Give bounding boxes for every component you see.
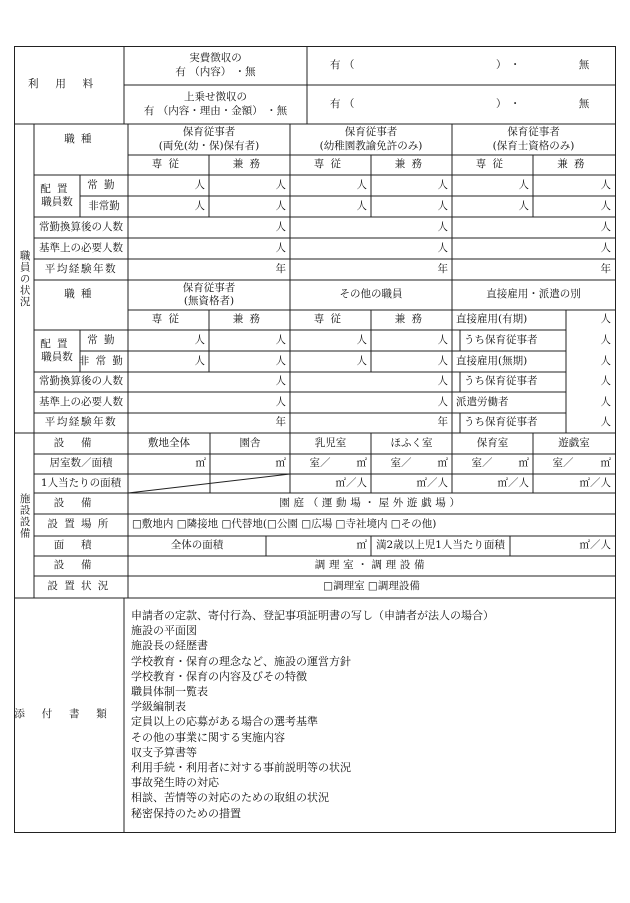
attachment-item: 相談、苦情等の対応のための取組の状況: [131, 791, 329, 805]
unit-person: 人: [437, 375, 448, 388]
unit-year: 年: [600, 262, 611, 275]
actual-fee-label: [124, 46, 307, 85]
unit-m2: ㎡: [356, 539, 367, 552]
staff-section-label: 職員の状況: [18, 249, 31, 308]
unit-person: 人: [275, 354, 286, 367]
jokin-label-a: 常勤: [87, 178, 121, 191]
direct-fixed-childcare-label: うち保育従事者: [464, 333, 538, 346]
kenmu-h5: 兼務: [394, 313, 429, 326]
unit-person: 人: [600, 354, 611, 367]
attachment-item: 定員以上の応募がある場合の選考基準: [131, 715, 318, 729]
unit-person: 人: [437, 395, 448, 408]
attachments-list: [131, 608, 494, 821]
senju-h4: 専従: [151, 313, 186, 326]
unit-person: 人: [275, 333, 286, 346]
senju-h5: 専従: [313, 313, 348, 326]
required-label-b: 基準上の必要人数: [39, 395, 123, 408]
unit-person: 人: [356, 333, 367, 346]
col2-header: 保育従事者 (幼稚園教諭免許のみ): [319, 126, 423, 152]
unit-person: 人: [437, 241, 448, 254]
unit-person: 人: [600, 199, 611, 212]
jokin-label-b: 常勤: [87, 333, 121, 346]
unit-person: 人: [437, 333, 448, 346]
unit-person: 人: [275, 199, 286, 212]
avg-exp-label-a: 平均経験年数: [44, 262, 118, 275]
actual-fee-line2: 有 （内容） ・無: [175, 65, 256, 78]
unit-person: 人: [356, 354, 367, 367]
extra-fee-label: [124, 85, 307, 124]
unit-person: 人: [275, 375, 286, 388]
unit-person: 人: [194, 333, 205, 346]
room-slash: 室／: [552, 457, 574, 470]
attachment-item: 学校教育・保育の理念など、施設の運営方針: [131, 654, 351, 668]
unit-person: 人: [275, 395, 286, 408]
unit-person: 人: [194, 354, 205, 367]
attachment-item: 施設の平面図: [131, 624, 197, 638]
unit-person: 人: [600, 416, 611, 429]
direct-fixed-label: 直接雇用(有期): [456, 313, 528, 326]
required-label-a: 基準上の必要人数: [39, 241, 123, 254]
room-slash: 室／: [471, 457, 493, 470]
location-options: □敷地内 □隣接地 □代替地(□公園 □広場 □寺社境内 □その他): [132, 518, 437, 531]
garden-label: 園庭（運動場・屋外遊戯場）: [279, 496, 464, 509]
room-area-label: 居室数／面積: [49, 457, 113, 470]
room-crawling: ほふく室: [390, 436, 433, 449]
dispatched-label: 派遣労働者: [456, 395, 509, 408]
setsubi-label-c: 設備: [53, 559, 109, 572]
unit-person: 人: [437, 354, 448, 367]
room-infant: 乳児室: [314, 436, 347, 449]
room-slash: 室／: [309, 457, 331, 470]
unit-person: 人: [600, 395, 611, 408]
attachment-item: 施設長の経歴書: [131, 639, 208, 653]
unit-person: 人: [437, 178, 448, 191]
setsubi-label-b: 設備: [53, 496, 109, 509]
actual-fee-close: ） ・: [496, 58, 521, 71]
avg-exp-label-b: 平均経験年数: [44, 416, 118, 429]
shokushu-label-b: 職種: [64, 288, 98, 301]
unit-person: 人: [600, 220, 611, 233]
unit-m2: ㎡: [600, 457, 611, 470]
room-nursery: 保育室: [476, 436, 509, 449]
unit-m2: ㎡: [356, 457, 367, 470]
unit-person: 人: [356, 199, 367, 212]
unit-m2: ㎡: [437, 457, 448, 470]
kenmu-h3: 兼務: [557, 158, 591, 171]
attachment-item: 秘密保持のための措置: [131, 806, 241, 820]
unit-person: 人: [437, 199, 448, 212]
install-status-label: 設置状況: [47, 580, 115, 593]
haichi-label-b: 配置 職員数: [40, 337, 74, 363]
extra-fee-close: ） ・: [496, 97, 521, 110]
kenmu-h4: 兼務: [232, 313, 267, 326]
senju-h2: 専従: [313, 158, 348, 171]
kitchen-label: 調理室・調理設備: [314, 559, 429, 572]
attachment-item: 申請者の定款、寄付行為、登記事項証明書の写し（申請者が法人の場合）: [131, 609, 494, 622]
haichi-label-a: 配置 職員数: [40, 182, 74, 208]
direct-indef-label: 直接雇用(無期): [456, 354, 528, 367]
b-col1-header: 保育従事者 (無資格者): [182, 281, 236, 307]
dispatched-childcare-label: うち保育従事者: [464, 416, 538, 429]
unit-year: 年: [275, 416, 286, 429]
kenmu-h2: 兼務: [394, 158, 429, 171]
unit-person: 人: [275, 220, 286, 233]
extra-fee-line2: 有 （内容・理由・金額） ・無: [143, 104, 288, 117]
unit-m2-per-person: ㎡／人: [416, 476, 448, 489]
extra-fee-ari: 有 （: [330, 97, 355, 110]
unit-year: 年: [275, 262, 286, 275]
room-site: 敷地全体: [148, 436, 190, 449]
unit-m2-per-person: ㎡／人: [497, 476, 529, 489]
unit-person: 人: [600, 241, 611, 254]
unit-m2-per-person: ㎡／人: [579, 539, 611, 552]
hijokin-label-a: 非常勤: [88, 199, 120, 212]
attachment-item: その他の事業に関する実施内容: [131, 730, 285, 744]
unit-person: 人: [518, 178, 529, 191]
unit-person: 人: [275, 241, 286, 254]
fee-label: 利用料: [28, 78, 110, 91]
setsubi-label-a: 設備: [53, 436, 109, 449]
unit-year: 年: [437, 262, 448, 275]
unit-m2-per-person: ㎡／人: [335, 476, 367, 489]
location-label: 設置場所: [47, 518, 115, 531]
kitchen-options: □調理室 □調理設備: [323, 580, 420, 593]
unit-person: 人: [600, 333, 611, 346]
unit-person: 人: [194, 178, 205, 191]
fte-label-b: 常勤換算後の人数: [39, 375, 123, 388]
unit-person: 人: [437, 220, 448, 233]
unit-m2: ㎡: [195, 457, 206, 470]
attachment-item: 学校教育・保育の内容及びその特徴: [131, 669, 307, 683]
shokushu-label: 職種: [64, 132, 98, 145]
attachment-item: 学級編制表: [131, 700, 186, 714]
actual-fee-ari: 有 （: [330, 58, 355, 71]
room-building: 園舎: [239, 436, 261, 449]
room-playroom: 遊戯室: [558, 436, 590, 449]
unit-person: 人: [600, 178, 611, 191]
unit-year: 年: [437, 416, 448, 429]
fte-label-a: 常勤換算後の人数: [39, 220, 123, 233]
b-col2-header: その他の職員: [339, 288, 403, 301]
actual-fee-line1: 実費徴収の: [189, 52, 242, 65]
facility-section-label: 施設設備: [18, 492, 31, 539]
senju-h3: 専従: [475, 158, 510, 171]
under2-area-label: 満2歳以上児1人当たり面積: [376, 539, 505, 552]
attachment-item: 利用手続・利用者に対する事前説明等の状況: [131, 761, 351, 775]
unit-m2: ㎡: [518, 457, 529, 470]
unit-person: 人: [600, 375, 611, 388]
unit-m2-per-person: ㎡／人: [579, 476, 611, 489]
attachment-item: 職員体制一覧表: [131, 685, 208, 699]
b-col3-header: 直接雇用・派遣の別: [486, 288, 581, 301]
col3-header: 保育従事者 (保育士資格のみ): [492, 126, 575, 152]
total-area-label: 全体の面積: [170, 539, 224, 552]
room-slash: 室／: [390, 457, 412, 470]
actual-fee-nashi: 無: [578, 58, 590, 71]
attachments-label: 添付書類: [14, 708, 124, 721]
senju-h1: 専従: [151, 158, 186, 171]
col1-header: 保育従事者 (両免(幼・保)保有者): [158, 126, 260, 152]
kenmu-h1: 兼務: [232, 158, 267, 171]
attachment-item: 収支予算書等: [131, 745, 197, 759]
per-capita-label: 1人当たりの面積: [40, 476, 122, 489]
extra-fee-nashi: 無: [578, 97, 590, 110]
extra-fee-line1: 上乗せ徴収の: [184, 91, 247, 104]
unit-person: 人: [275, 178, 286, 191]
unit-person: 人: [194, 199, 205, 212]
area-label: 面積: [53, 539, 109, 552]
hijokin-label-b: 非常勤: [78, 354, 130, 367]
direct-indef-childcare-label: うち保育従事者: [464, 375, 538, 388]
unit-m2: ㎡: [275, 457, 286, 470]
unit-person: 人: [356, 178, 367, 191]
unit-person: 人: [518, 199, 529, 212]
unit-person: 人: [600, 313, 611, 326]
attachment-item: 事故発生時の対応: [131, 776, 219, 790]
